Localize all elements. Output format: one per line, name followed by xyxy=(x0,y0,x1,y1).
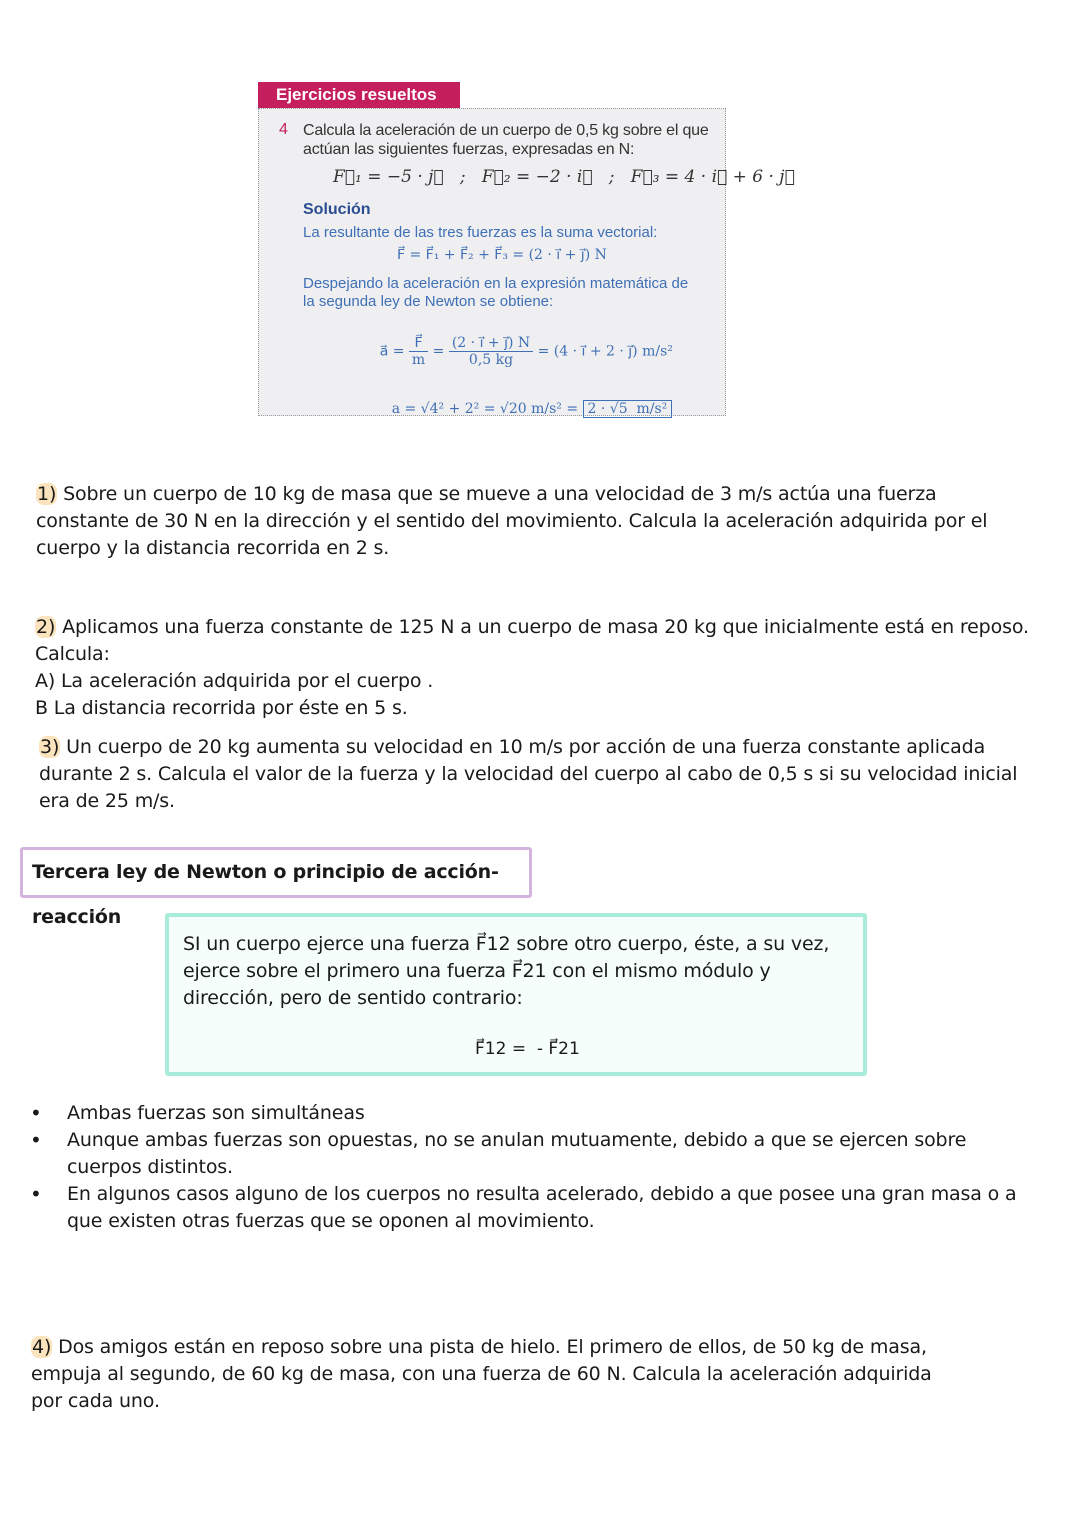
eq3-text: a = √4² + 2² = √20 m/s² = xyxy=(391,401,583,417)
exercise-tab-label: Ejercicios resueltos xyxy=(258,82,460,108)
properties-list xyxy=(30,1100,1030,1235)
fraction-values xyxy=(449,335,533,368)
problem-text: Sobre un cuerpo de 10 kg de masa que se mueve a una velocidad de 3 m/s actúa una fuerza constante de 30 N en la dirección y el sentido del movimiento. Calcula la aceleración adquirida por el cuerpo y la distancia recorrida en 2 s. xyxy=(36,483,988,559)
eq2-rhs: = (4 · i⃗ + 2 · j⃗) m/s² xyxy=(533,343,673,360)
forces-expression: F⃗₁ = −5 · j⃗ ; F⃗₂ = −2 · i⃗ ; F⃗₃ = 4 · i⃗ + 6 · j⃗ xyxy=(333,167,795,187)
law-equation: F⃗12 = - F⃗21 xyxy=(475,1039,580,1059)
magnitude-equation xyxy=(365,385,672,433)
problem-text: Un cuerpo de 20 kg aumenta su velocidad en 10 m/s por acción de una fuerza constante aplicada durante 2 s. Calcula el valor de la fuerza y la velocidad del cuerpo al cabo de 0,5 s si su velocidad inicial era de 25 m/s. xyxy=(39,736,1018,812)
eq2-lhs: a⃗ = xyxy=(379,343,409,360)
law-box xyxy=(165,913,867,1076)
law-statement: SI un cuerpo ejerce una fuerza F⃗12 sobre otro cuerpo, éste, a su vez, ejerce sobre el primero una fuerza F⃗21 con el mismo módulo y dirección, pero de sentido contrario: xyxy=(183,933,830,1009)
list-item: • Aunque ambas fuerzas son opuestas, no se anulan mutuamente, debido a que se ejercen sobre cuerpos distintos. xyxy=(30,1127,1030,1181)
problem-2-part-b: B La distancia recorrida por éste en 5 s. xyxy=(35,697,408,719)
solution-line-1: La resultante de las tres fuerzas es la suma vectorial: xyxy=(303,224,658,241)
problem-2-calcula: Calcula: xyxy=(35,643,110,665)
eq2-equals: = xyxy=(428,343,449,360)
problem-2-line xyxy=(35,614,1035,641)
fraction-denominator: 0,5 kg xyxy=(468,352,514,368)
problem-2-part-a: A) La aceleración adquirida por el cuerpo . xyxy=(35,670,434,692)
fraction-numerator: F⃗ xyxy=(409,335,428,352)
solution-heading: Solución xyxy=(303,201,371,218)
list-item: • En algunos casos alguno de los cuerpos no resulta acelerado, debido a que posee una gran masa o a que existen otras fuerzas que se oponen al movimiento. xyxy=(30,1181,1030,1235)
problem-number: 3) xyxy=(40,736,60,758)
fraction-denominator: m xyxy=(411,352,426,368)
section-title: Tercera ley de Newton o principio de acción-reacción xyxy=(20,847,532,898)
problem-2 xyxy=(35,614,1035,722)
solution-line-2: Despejando la aceleración en la expresión matemática de la segunda ley de Newton se obtiene: xyxy=(303,275,689,310)
problem-number: 1) xyxy=(37,483,57,505)
fraction-force-mass xyxy=(409,335,428,368)
problem-number: 2) xyxy=(36,616,56,638)
problem-3 xyxy=(39,734,1049,815)
problem-text: Dos amigos están en reposo sobre una pista de hielo. El primero de ellos, de 50 kg de masa, empuja al segundo, de 60 kg de masa, con una fuerza de 60 N. Calcula la aceleración adquirida por cada uno. xyxy=(31,1336,932,1412)
exercise-panel xyxy=(258,108,795,417)
list-item: • Ambas fuerzas son simultáneas xyxy=(30,1100,1030,1127)
exercise-statement: Calcula la aceleración de un cuerpo de 0,5 kg sobre el que actúan las siguientes fuerzas, expresadas en N: xyxy=(303,122,709,158)
problem-text: Aplicamos una fuerza constante de 125 N a un cuerpo de masa 20 kg que inicialmente está en reposo. xyxy=(56,616,1029,638)
exercise-number: 4 xyxy=(279,121,288,138)
problem-number: 4) xyxy=(32,1336,52,1358)
resultant-equation: F⃗ = F⃗₁ + F⃗₂ + F⃗₃ = (2 · i⃗ + j⃗) N xyxy=(397,247,607,263)
problem-1 xyxy=(36,481,1026,562)
solved-exercise-box xyxy=(258,82,795,417)
fraction-numerator: (2 · i⃗ + j⃗) N xyxy=(449,335,533,352)
boxed-result: 2 · √5 m/s² xyxy=(583,400,673,418)
acceleration-equation xyxy=(353,319,673,384)
problem-4 xyxy=(31,1334,961,1415)
